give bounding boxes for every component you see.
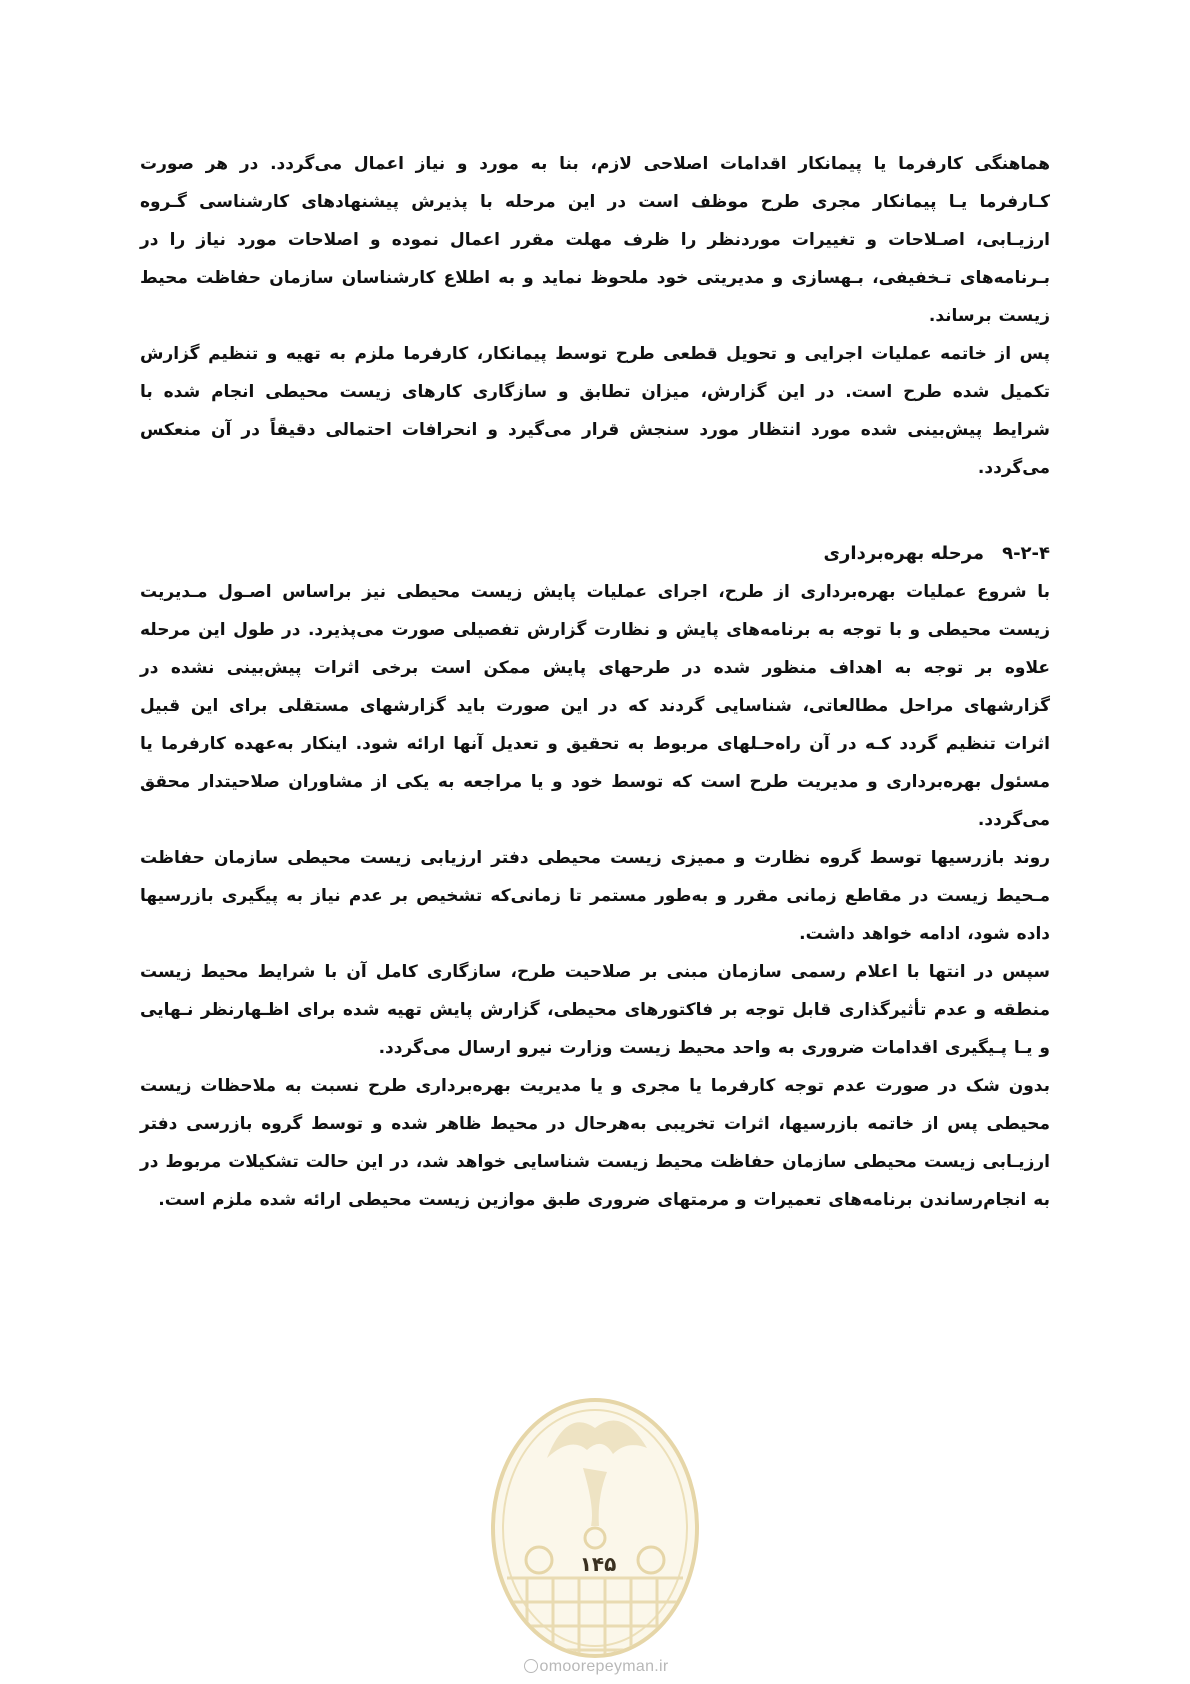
section-number: ۹-۲-۴: [1002, 543, 1050, 564]
paragraph-intro-1: هماهنگی کارفرما یا پیمانکار اقدامات اصلاحی لازم، بنا به مورد و نیاز اعمال می‌گردد. در هر صورت کـارفرما یـا پیمانکار مجری طرح موظف است در این مرحله با پذیرش پیشنهادهای کارشناسی گـروه ارزیـابی، اصـلاحات و تغییرات موردنظر را ظرف مهلت مقرر اعمال نموده و اصلاحات مورد نیاز را در بـرنامه‌های تـخفیفی، بـهسازی و مدیریتی خود ملحوظ نماید و به اطلاع کارشناسان سازمان حفاظت محیط زیست برساند.: [140, 154, 1050, 326]
section-heading: [140, 535, 1050, 573]
section-title: مرحله بهره‌برداری: [823, 543, 985, 564]
globe-icon: [524, 1659, 538, 1673]
paragraph-section-3: سپس در انتها با اعلام رسمی سازمان مبنی بر صلاحیت طرح، سازگاری کامل آن با شرایط محیط زیست منطقه و عدم تأثیرگذاری قابل توجه بر فاکتورهای محیطی، گزارش پایش تهیه شده برای اظـهارنظر نـهایی و یـا پـیگیری اقدامات ضروری به واحد محیط زیست وزارت نیرو ارسال می‌گردد.: [140, 962, 1050, 1058]
site-url-text: omoorepeyman.ir: [539, 1658, 669, 1675]
page-number: ۱۴۵: [579, 1552, 617, 1576]
paragraph-section-2: روند بازرسیها توسط گروه نظارت و ممیزی زیست محیطی دفتر ارزیابی زیست محیطی سازمان حفاظت مـحیط زیست در مقاطع زمانی مقرر و به‌طور مستمر تا زمانی‌که تشخیص بر عدم نیاز به پیگیری بازرسیها داده شود، ادامه خواهد داشت.: [140, 848, 1050, 944]
paragraph-intro-2: پس از خاتمه عملیات اجرایی و تحویل قطعی طرح توسط پیمانکار، کارفرما ملزم به تهیه و تنظیم گزارش تکمیل شده طرح است. در این گزارش، میزان تطابق و سازگاری کارهای زیست محیطی انجام شده با شرایط پیش‌بینی شده مورد انتظار مورد سنجش قرار می‌گیرد و انحرافات احتمالی دقیقاً در آن منعکس می‌گردد.: [140, 344, 1050, 478]
page-body: [140, 145, 1050, 1219]
paragraph-section-1: با شروع عملیات بهره‌برداری از طرح، اجرای عملیات پایش زیست محیطی نیز براساس اصـول مـدیریت زیست محیطی و با توجه به برنامه‌های پایش و نظارت گزارش تفصیلی صورت می‌پذیرد. در طول این مرحله علاوه بر توجه به اهداف منظور شده در طرحهای پایش ممکن است برخی اثرات پیش‌بینی نشده در گزارشهای مراحل مطالعاتی، شناسایی گردند که در این صورت باید گزارشهای مستقلی برای این قبیل اثرات تنظیم گردد کـه در آن راه‌حـلهای مربوط به تحقیق و تعدیل آنها ارائه شود. اینکار به‌عهده کارفرما یا مسئول بهره‌برداری و مدیریت طرح است که توسط خود و یا مراجعه به یکی از مشاوران صلاحیتدار محقق می‌گردد.: [140, 582, 1050, 830]
paragraph-section-4: بدون شک در صورت عدم توجه کارفرما یا مجری و یا مدیریت بهره‌برداری طرح نسبت به ملاحظات زیست محیطی پس از خاتمه بازرسیها، اثرات تخریبی به‌هرحال در محیط ظاهر شده و توسط گروه بازرسی دفتر ارزیـابی زیست محیطی سازمان حفاظت محیط زیست شناسایی خواهد شد، در این حالت تشکیلات مربوط در به انجام‌رساندن برنامه‌های تعمیرات و مرمتهای ضروری طبق موازین زیست محیطی ارائه شده ملزم است.: [140, 1076, 1050, 1210]
site-url: [486, 1658, 706, 1676]
watermark-logo-icon: [487, 1388, 703, 1658]
